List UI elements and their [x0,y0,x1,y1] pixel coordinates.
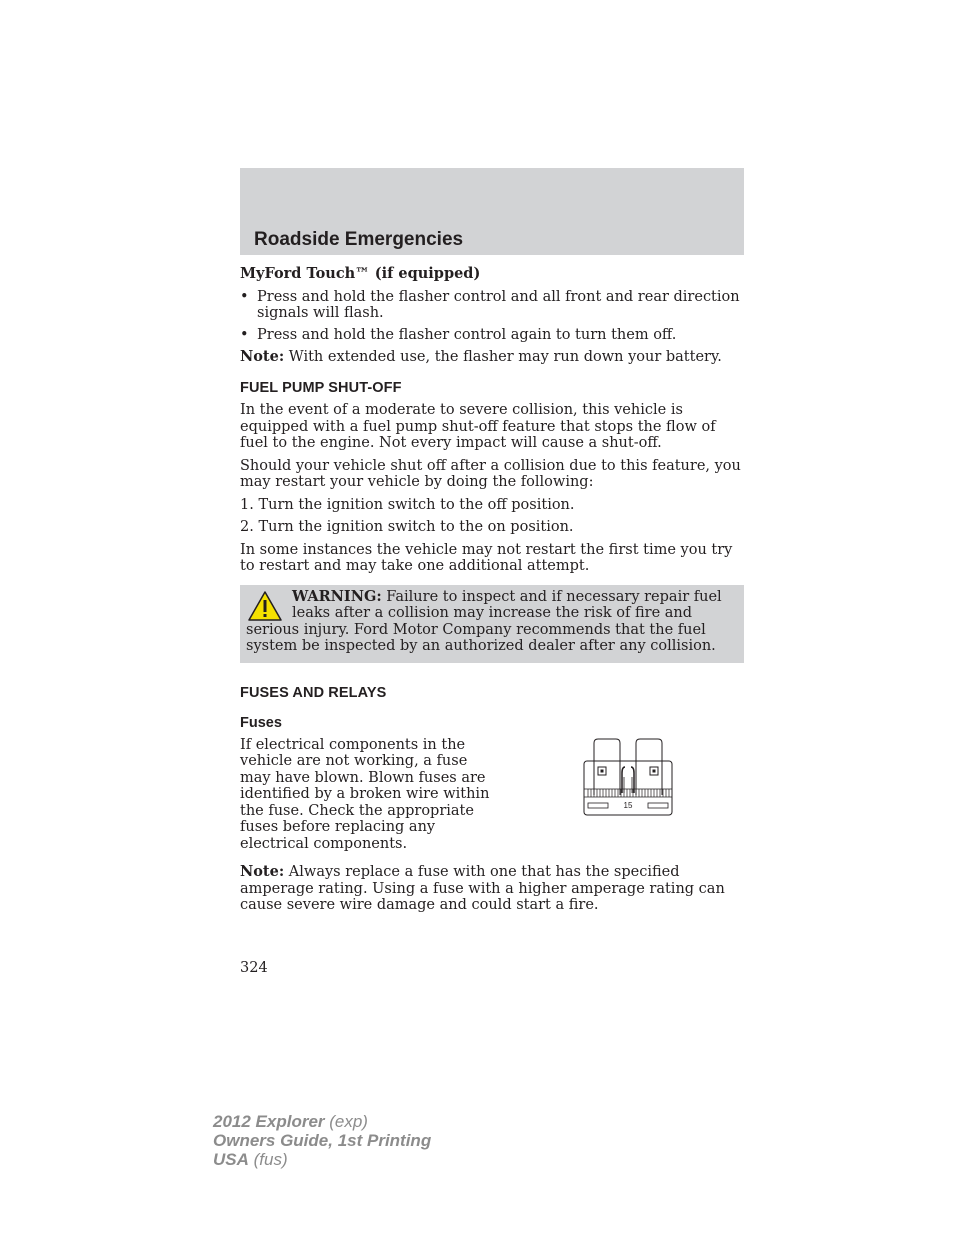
restart-step: 2. Turn the ignition switch to the on position. [240,519,574,535]
warning-triangle-icon [248,591,282,621]
fuel-pump-paragraph: Should your vehicle shut off after a collision due to this feature, you may restart your vehicle by doing the following: [240,457,741,490]
fuse-illustration [580,737,676,821]
warning-text: WARNING: Failure to inspect and if necessary repair fuel leaks after a collision may increase the risk of fire and serious injury. Ford Motor Company recommends that the fuel system be inspected by an authorized dealer after any collision. [246,587,722,654]
section-header-band [240,168,744,255]
page-number: 324 [240,960,268,976]
warning-box [240,585,744,663]
fuel-pump-paragraph: In the event of a moderate to severe collision, this vehicle is equipped with a fuel pump shut-off feature that stops the flow of fuel to the engine. Not every impact will cause a shut-off. [240,402,716,451]
list-item: • Press and hold the flasher control again to turn them off. [240,326,677,343]
fuses-row [240,737,744,859]
flasher-note: Note: With extended use, the flasher may run down your battery. [240,348,722,365]
myford-heading: MyFord Touch™ (if equipped) [240,265,481,282]
fuses-relays-heading: FUSES AND RELAYS [240,684,387,701]
document-footer [213,1112,431,1169]
restart-step: 1. Turn the ignition switch to the off position. [240,496,575,513]
myford-bullet-list [240,289,744,344]
fuse-rating-label: 15 [623,800,633,810]
list-item: • Press and hold the flasher control and all front and rear direction signals will flash. [240,288,740,321]
page-content [240,266,744,920]
footer-line: USA (fus) [213,1150,288,1169]
fuse-note: Note: Always replace a fuse with one that has the specified amperage rating. Using a fuse with a higher amperage rating can cause severe wire damage and could start a fire. [240,863,725,913]
fuses-subheading: Fuses [240,715,282,731]
fuel-pump-heading: FUEL PUMP SHUT-OFF [240,379,402,396]
section-title: Roadside Emergencies [254,229,464,250]
footer-line: 2012 Explorer (exp) [213,1112,368,1131]
footer-line: Owners Guide, 1st Printing [213,1131,432,1150]
fuses-paragraph: If electrical components in the vehicle are not working, a fuse may have blown. Blown fuses are identified by a broken wire within the fuse. Check the appropriate fuses before replacing any electrical components. [240,736,490,852]
fuel-pump-paragraph: In some instances the vehicle may not restart the first time you try to restart and may take one additional attempt. [240,541,733,574]
